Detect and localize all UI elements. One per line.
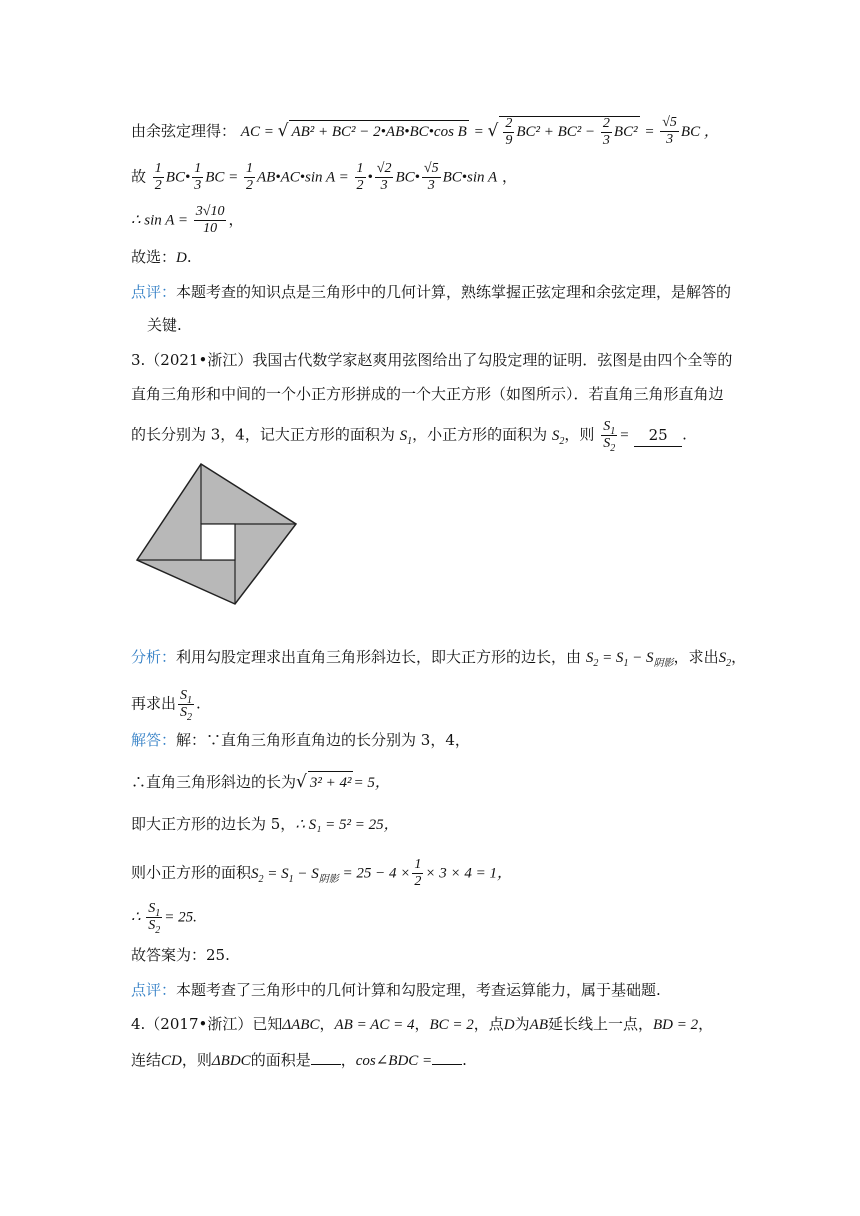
q3-line2: 直角三角形和中间的一个小正方形拼成的一个大正方形（如图所示）．若直角三角形直角边 [131,385,724,403]
area-blank[interactable] [311,1064,341,1065]
prev-comment-cont: 关键. [147,316,182,334]
comment-label: 点评： [131,283,177,301]
zhao-shuang-string-diagram [133,460,299,608]
q3-analysis: 分析：利用勾股定理求出直角三角形斜边长，即大正方形的边长，由 $S_2 = S_1 - S_{阴影}$，求出$S_2$， [131,648,747,669]
q3-answer: 25 [634,424,682,447]
q3-line3: 的长分别为 3，4，记大正方形的面积为 $S_1$，小正方形的面积为 $S_2$，则 $\frac{S_1}{S_2}$ = 25 . [131,419,687,454]
area-equation-line: 故 $\frac{1}{2}$ BC• $\frac{1}{3}$ BC = $\frac{1}{2}$ AB•AC•sin A = $\frac{1}{2}$ • $\frac{√2}{3}$ BC• $\frac{√5}{3}$ BC•sin A ， [131,161,517,193]
prev-comment: 点评：本题考查的知识点是三角形中的几何计算，熟练掌握正弦定理和余弦定理，是解答的 [131,283,732,301]
q3-final-answer: 故答案为：25. [131,946,230,964]
q3-line1: 3.（2021•浙江）我国古代数学家赵爽用弦图给出了勾股定理的证明．弦图是由四个全等的 [131,351,733,369]
q3-solution-2: ∴直角三角形斜边的长为√ 3² + 4² = 5， [131,772,390,792]
q3-solution-4: 则小正方形的面积$S_2 = S_1 - S_{阴影} = 25 - 4$ × $\frac{1}{2}$ × 3 × 4 = 1， [131,857,513,889]
q3-solution-5: ∴ $\frac{S_1}{S_2}$ = 25. [131,901,197,936]
cosine-rule-line: 由余弦定理得： AC = √ AB² + BC² − 2•AB•BC•cos B = √ $\frac{2}{9}$ BC² + BC² − $\frac{2}{3}$ BC² = $\frac{√5}{3}$ BC ， [131,115,719,148]
small-square [201,524,235,560]
q4-line2: 连结CD，则ΔBDC的面积是 ，cos∠BDC = . [131,1051,467,1069]
q4-line1: 4.（2017•浙江）已知ΔABC，AB = AC = 4，BC = 2，点D为AB延长线上一点，BD = 2， [131,1015,714,1033]
q3-solution-3: 即大正方形的边长为 5，∴ S₁ = 5² = 25， [131,815,399,833]
q3-solution-1: 解答：解：∵直角三角形直角边的长分别为 3，4， [131,731,470,749]
cos-blank[interactable] [432,1064,462,1065]
q3-analysis-cont: 再求出 $\frac{S_1}{S_2}$ . [131,688,201,723]
choice-answer-line: 故选：D. [131,248,192,266]
sin-a-result-line: ∴ sin A = $\frac{3√10}{10}$ ， [131,204,244,236]
q3-comment: 点评：本题考查了三角形中的几何计算和勾股定理，考查运算能力，属于基础题. [131,981,661,999]
